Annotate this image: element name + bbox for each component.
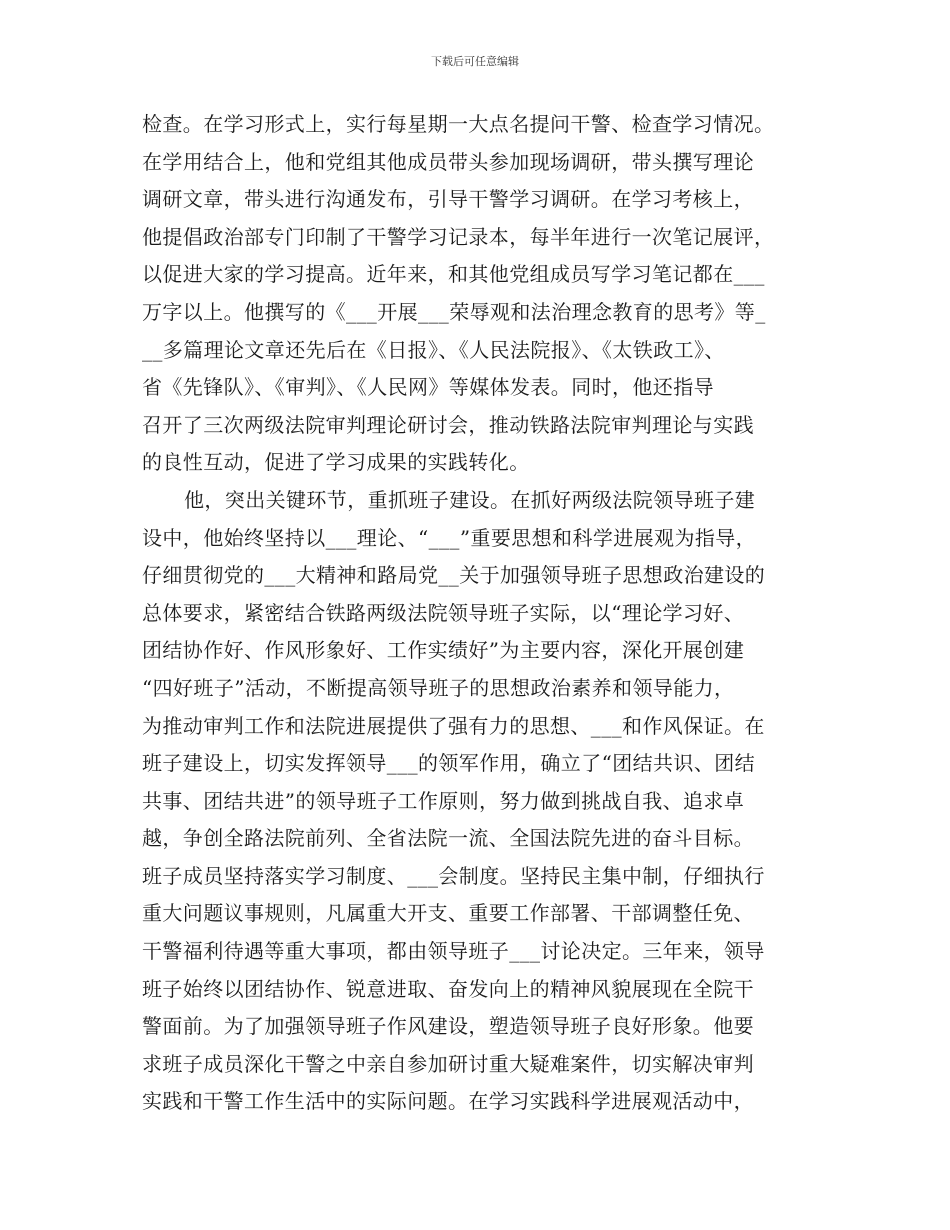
document-body bbox=[142, 106, 810, 1121]
text-line: 万字以上。他撰写的《___开展___荣辱观和法治理念教育的思考》等_ bbox=[142, 299, 766, 324]
text-line: 为推动审判工作和法院进展提供了强有力的思想、___和作风保证。在 bbox=[142, 713, 765, 738]
text-line: 求班子成员深化干警之中亲自参加研讨重大疑难案件，切实解决审判 bbox=[142, 1051, 754, 1076]
text-line: 的良性互动，促进了学习成果的实践转化。 bbox=[142, 450, 530, 475]
text-line: 设中，他始终坚持以___理论、“___”重要思想和科学进展观为指导， bbox=[142, 525, 757, 550]
paragraph-start-line: 他，突出关键环节，重抓班子建设。在抓好两级法院领导班子建 bbox=[184, 487, 756, 512]
text-line: 班子建设上，切实发挥领导___的领军作用，确立了“团结共识、团结 bbox=[142, 751, 756, 776]
text-line: 班子始终以团结协作、锐意进取、奋发向上的精神风貌展现在全院干 bbox=[142, 976, 754, 1001]
text-line: 在学用结合上，他和党组其他成员带头参加现场调研，带头撰写理论 bbox=[142, 149, 754, 174]
text-line: 实践和干警工作生活中的实际问题。在学习实践科学进展观活动中， bbox=[142, 1089, 754, 1114]
text-line: 检查。在学习形式上，实行每星期一大点名提问干警、检查学习情况。 bbox=[142, 112, 775, 136]
text-line: “四好班子”活动，不断提高领导班子的思想政治素养和领导能力， bbox=[142, 675, 735, 700]
text-line: 干警福利待遇等重大事项，都由领导班子___讨论决定。三年来，领导 bbox=[142, 939, 765, 964]
text-line: 团结协作好、作风形象好、工作实绩好”为主要内容，深化开展创建 bbox=[142, 638, 745, 663]
text-line: 仔细贯彻党的___大精神和路局党__关于加强领导班子思想政治建设的 bbox=[142, 563, 766, 588]
text-line: 省《先锋队》、《审判》、《人民网》等媒体发表。同时，他还指导 bbox=[142, 375, 714, 400]
text-line: 警面前。为了加强领导班子作风建设，塑造领导班子良好形象。他要 bbox=[142, 1014, 754, 1039]
text-line: 调研文章，带头进行沟通发布，引导干警学习调研。在学习考核上， bbox=[142, 187, 754, 212]
text-line: __多篇理论文章还先后在《日报》、《人民法院报》、《太铁政工》、 bbox=[142, 337, 725, 362]
text-line: 越，争创全路法院前列、全省法院一流、全国法院先进的奋斗目标。 bbox=[142, 826, 754, 851]
text-line: 以促进大家的学习提高。近年来，和其他党组成员写学习笔记都在___ bbox=[142, 262, 765, 287]
text-line: 他提倡政治部专门印制了干警学习记录本，每半年进行一次笔记展评， bbox=[142, 224, 775, 249]
text-line: 共事、团结共进”的领导班子工作原则，努力做到挑战自我、追求卓 bbox=[142, 788, 745, 813]
text-line: 总体要求，紧密结合铁路两级法院领导班子实际，以“理论学习好、 bbox=[142, 600, 745, 625]
text-line: 召开了三次两级法院审判理论研讨会，推动铁路法院审判理论与实践 bbox=[142, 412, 754, 437]
text-line: 重大问题议事规则，凡属重大开支、重要工作部署、干部调整任免、 bbox=[142, 901, 754, 926]
text-line: 班子成员坚持落实学习制度、___会制度。坚持民主集中制，仔细执行 bbox=[142, 863, 765, 888]
page-header: 下载后可任意编辑 bbox=[431, 55, 519, 68]
